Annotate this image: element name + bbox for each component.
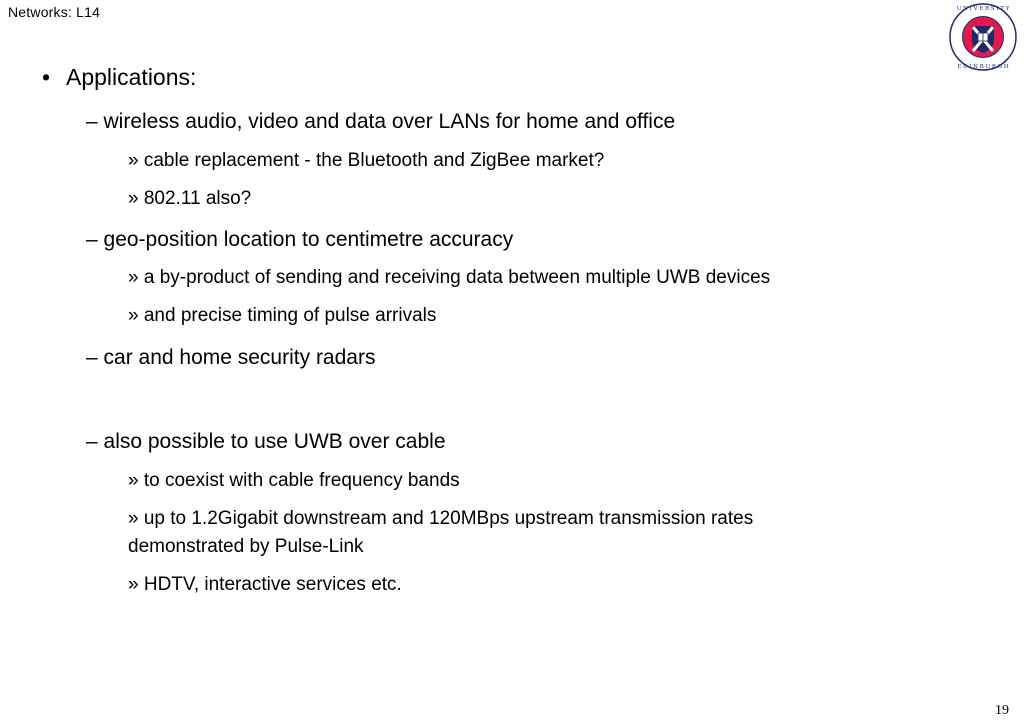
bullet-security-radars: – car and home security radars: [86, 346, 376, 369]
heading-bullet: •: [42, 64, 51, 90]
slide-header-title: Networks: L14: [8, 4, 101, 20]
subbullet-precise-timing: » and precise timing of pulse arrivals: [128, 305, 437, 326]
bullet-uwb-over-cable: – also possible to use UWB over cable: [86, 430, 446, 453]
subbullet-cable-replacement: » cable replacement - the Bluetooth and ZigBee market?: [128, 150, 605, 171]
subbullet-by-product: » a by-product of sending and receiving data between multiple UWB devices: [128, 267, 771, 288]
subbullet-coexist: » to coexist with cable frequency bands: [128, 470, 460, 491]
subbullet-pulse-link: demonstrated by Pulse-Link: [128, 536, 364, 557]
svg-text:E D I N B U R G H: E D I N B U R G H: [957, 64, 1009, 70]
subbullet-80211: » 802.11 also?: [128, 188, 252, 209]
bullet-geo-position: – geo-position location to centimetre accuracy: [86, 228, 514, 251]
page-number: 19: [995, 703, 1009, 718]
heading-text: Applications:: [66, 64, 197, 90]
subbullet-hdtv: » HDTV, interactive services etc.: [128, 574, 402, 595]
subbullet-gigabit-rates: » up to 1.2Gigabit downstream and 120MBps upstream transmission rates: [128, 508, 754, 529]
university-of-edinburgh-crest-icon: [948, 2, 1018, 72]
heading-bullet-item: [42, 64, 196, 91]
bullet-wireless-audio: – wireless audio, video and data over LANs for home and office: [86, 110, 676, 133]
svg-text:U N I V E R S I T Y: U N I V E R S I T Y: [956, 6, 1010, 12]
